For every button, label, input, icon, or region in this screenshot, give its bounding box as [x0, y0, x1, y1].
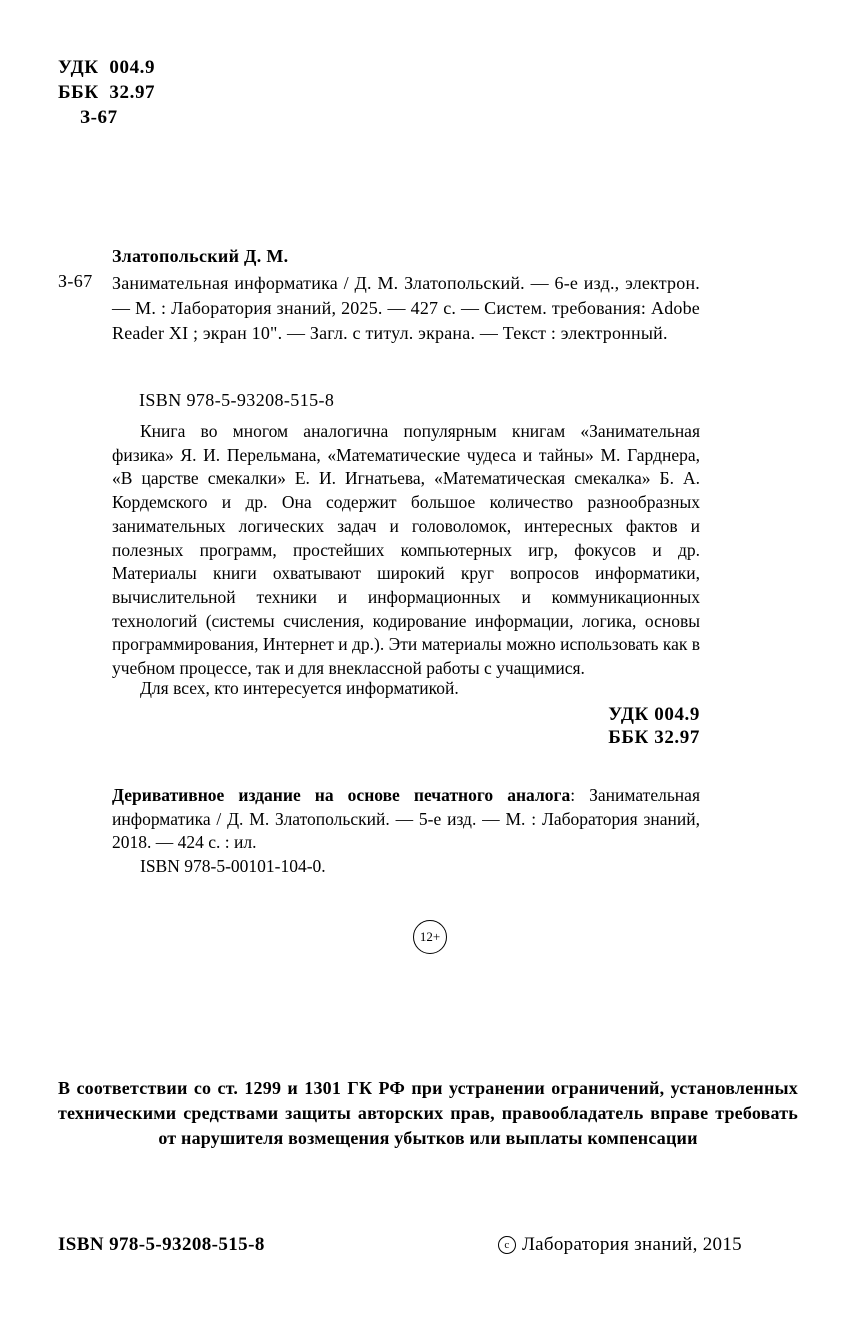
udk-code-top: УДК 004.9	[58, 57, 156, 78]
audience-note: Для всех, кто интересуется информатикой.	[140, 678, 459, 698]
copyright-icon: c	[498, 1236, 516, 1254]
derivative-edition-note	[112, 784, 700, 878]
annotation-block	[112, 420, 700, 681]
derivative-text: : Занимательная информатика / Д. М. Златопольский. — 5-е изд. — М. : Лаборатория знаний, 2018. — 424 с. : ил.	[112, 785, 700, 852]
footer-copyright	[498, 1234, 742, 1256]
bbk-code-repeat: ББК 32.97	[608, 727, 700, 748]
classification-codes-repeat	[420, 703, 700, 749]
footer-copyright-text: Лаборатория знаний, 2015	[522, 1234, 742, 1255]
derivative-isbn: ISBN 978-5-00101-104-0.	[140, 855, 326, 876]
classification-codes	[58, 55, 155, 130]
biblio-text: Занимательная информатика / Д. М. Златопольский. — 6-е изд., электрон. — М. : Лаборатория знаний, 2025. — 427 с. — Систем. требования: Adobe Reader XI ; экран 10". — Загл. с титул. экрана. — Текст : электронный.	[112, 273, 700, 343]
shelf-mark-top: З-67	[80, 107, 118, 128]
author-name: Златопольский Д. М.	[112, 246, 289, 266]
isbn-main: ISBN 978-5-93208-515-8	[139, 390, 335, 410]
udk-code-repeat: УДК 004.9	[608, 704, 700, 725]
biblio-shelf-mark: З-67	[58, 271, 93, 291]
age-rating-badge: 12+	[413, 920, 447, 954]
legal-notice: В соответствии со ст. 1299 и 1301 ГК РФ при устранении ограничений, установленных техническими средствами защиты авторских прав, правообладатель вправе требовать от нарушителя возмещения убытков или выплаты компенсации	[58, 1078, 798, 1148]
derivative-lead: Деривативное издание на основе печатного аналога	[112, 785, 571, 805]
bbk-code-top: ББК 32.97	[58, 82, 156, 103]
annotation-paragraph: Книга во многом аналогична популярным книгам «Занимательная физика» Я. И. Перельмана, «Математические чудеса и тайны» М. Гарднера, «В царстве смекалки» Е. И. Игнатьева, «Математическая смекалка» Б. А. Кордемского и др. Она содержит большое количество разнообразных занимательных логических задач и головоломок, интересных фактов и полезных программ, простейших компьютерных игр, фокусов и др. Материалы книги охватывают широкий круг вопросов информатики, вычислительной техники и информационных и коммуникационных технологий (системы счисления, кодирование информации, логика, основы программирования, Интернет и др.). Эти материалы можно использовать как в учебном процессе, так и для внеклассной работы с учащимися.	[112, 421, 700, 679]
footer-isbn: ISBN 978-5-93208-515-8	[58, 1234, 265, 1255]
biblio-description	[112, 271, 700, 346]
